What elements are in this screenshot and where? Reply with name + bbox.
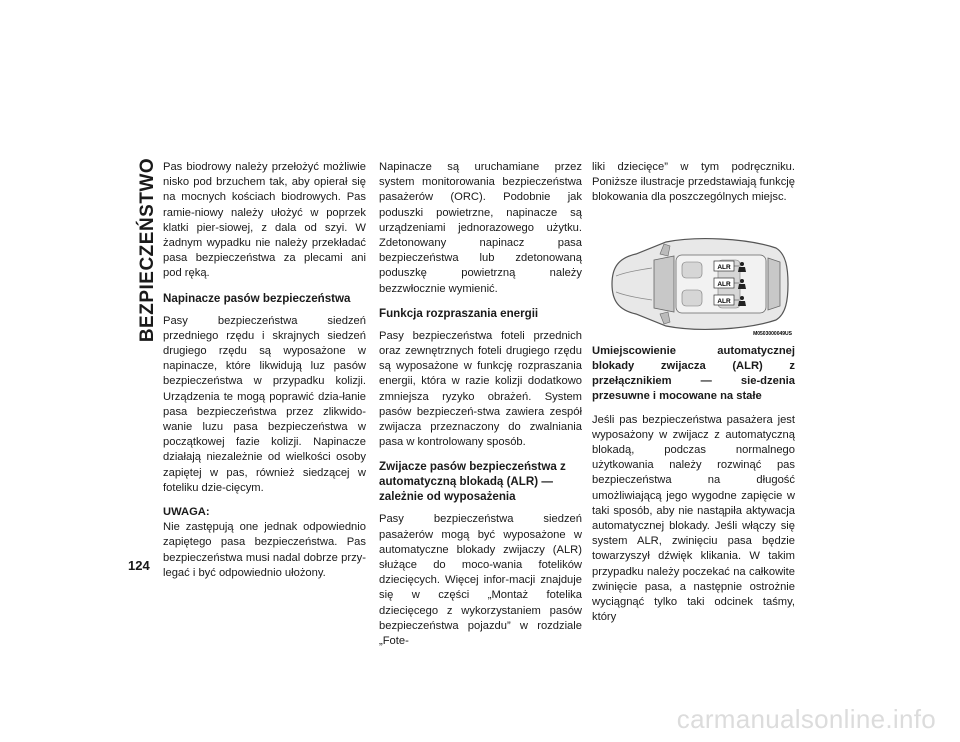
- alr-label-3: ALR: [717, 297, 731, 305]
- heading-pretensioners: Napinacze pasów bezpieczeństwa: [163, 291, 351, 305]
- alr-label-2: ALR: [717, 280, 731, 288]
- paragraph: Pasy bezpieczeństwa siedzeń pasażerów mogą być wyposażone w automatyczne blokady zwijaczy (ALR) służące do moco-wania fotelików dziecięcych. Więcej infor-macji znajduje się w części „Montaż fotelika dziecięcego z wykorzystaniem pasów bezpieczeństwa pojazdu” w rozdziale „Fote-: [379, 513, 582, 648]
- paragraph: Pasy bezpieczeństwa siedzeń przedniego rzędu i skrajnych siedzeń drugiego rzędu są wyposażone w napinacze, które likwidują luz pasów bezpieczeństwa w przypadku kolizji. Urządzenia te mogą poprawić dzia-łanie pasa bezpieczeństwa przez zlikwido-wanie luzu pasa bezpieczeństwa w początkowej fazie kolizji. Napinacze działają niezależnie od wielkości osoby zapiętej w pas, również siedzącej w foteliku dzie-cięcym.: [163, 314, 366, 494]
- column-2: [379, 160, 582, 658]
- paragraph: Pasy bezpieczeństwa foteli przednich oraz zewnętrznych foteli drugiego rzędu są wyposażone w funkcję rozpraszania energii, która w razie kolizji dodatkowo zmniejsza ryzyko obrażeń. System pasów bezpieczeń-stwa zawiera zespół zwijacza przeznaczony do zwalniania pasa w kontrolowany sposób.: [379, 329, 582, 449]
- column-3: [592, 160, 795, 634]
- section-side-tab: [136, 157, 160, 342]
- paragraph: Napinacze są uruchamiane przez system monitorowania bezpieczeństwa pasażerów (ORC). Podobnie jak poduszki powietrzne, napinacze są urządzeniami jednorazowego użytku. Zdetonowany napinacz pasa bezpieczeństwa lub zdetonowaną poduszkę powietrzną należy bezzwłocznie wymienić.: [379, 161, 582, 295]
- figure-code: M0503000049US: [753, 330, 792, 337]
- paragraph: Pas biodrowy należy przełożyć możliwie nisko pod brzuchem tak, aby opierał się na mocnych kościach biodrowych. Pas ramie-niowy należy ułożyć w poprzek klatki pier-siowej, z dala od szyi. W żadnym wypadku nie należy przekładać pasa bezpieczeństwa za plecami ani pod ręką.: [163, 161, 366, 280]
- alr-location-figure: [596, 228, 796, 338]
- note-body: Nie zastępują one jednak odpowiednio zapiętego pasa bezpieczeństwa. Pas bezpieczeństwa musi nadal dobrze przy-legać i być odpowiednio ułożony.: [163, 521, 366, 579]
- car-top-view-illustration: [596, 228, 796, 338]
- watermark: carmanualsonline.info: [676, 704, 936, 734]
- page-number: 124: [128, 558, 150, 573]
- heading-alr: Zwijacze pasów bezpieczeństwa z automatyczną blokadą (ALR) — zależnie od wyposażenia: [379, 460, 566, 504]
- section-title: BEZPIECZEŃSTWO: [137, 157, 158, 342]
- alr-label-1: ALR: [717, 263, 731, 271]
- column-1: [163, 160, 366, 581]
- note-title: UWAGA:: [163, 506, 210, 519]
- paragraph: Jeśli pas bezpieczeństwa pasażera jest wyposażony w zwijacz z automatyczną blokadą, podczas normalnego użytkowania należy rozwinąć pas bezpieczeństwa na długość umożliwiającą jego wygodne zapięcie w taki sposób, aby nie nastąpiła aktywacja automatycznej blokady. Jeśli włączy się system ALR, zwinięciu pasa będzie towarzyszył dźwięk klikania. W takim przypadku należy poczekać na całkowite zwinięcie pasa, a następnie ostrożnie wyciągnąć tylko taki odcinek taśmy, który: [592, 413, 795, 624]
- note: [163, 505, 366, 581]
- figure-caption: Umiejscowienie automatycznej blokady zwijacza (ALR) z przełącznikiem — sie-dzenia przesuwne i mocowane na stałe: [592, 344, 795, 402]
- heading-energy-management: Funkcja rozpraszania energii: [379, 306, 539, 320]
- paragraph: liki dziecięce” w tym podręczniku. Poniższe ilustracje przedstawiają funkcję blokowania dla poszczególnych miejsc.: [592, 161, 795, 204]
